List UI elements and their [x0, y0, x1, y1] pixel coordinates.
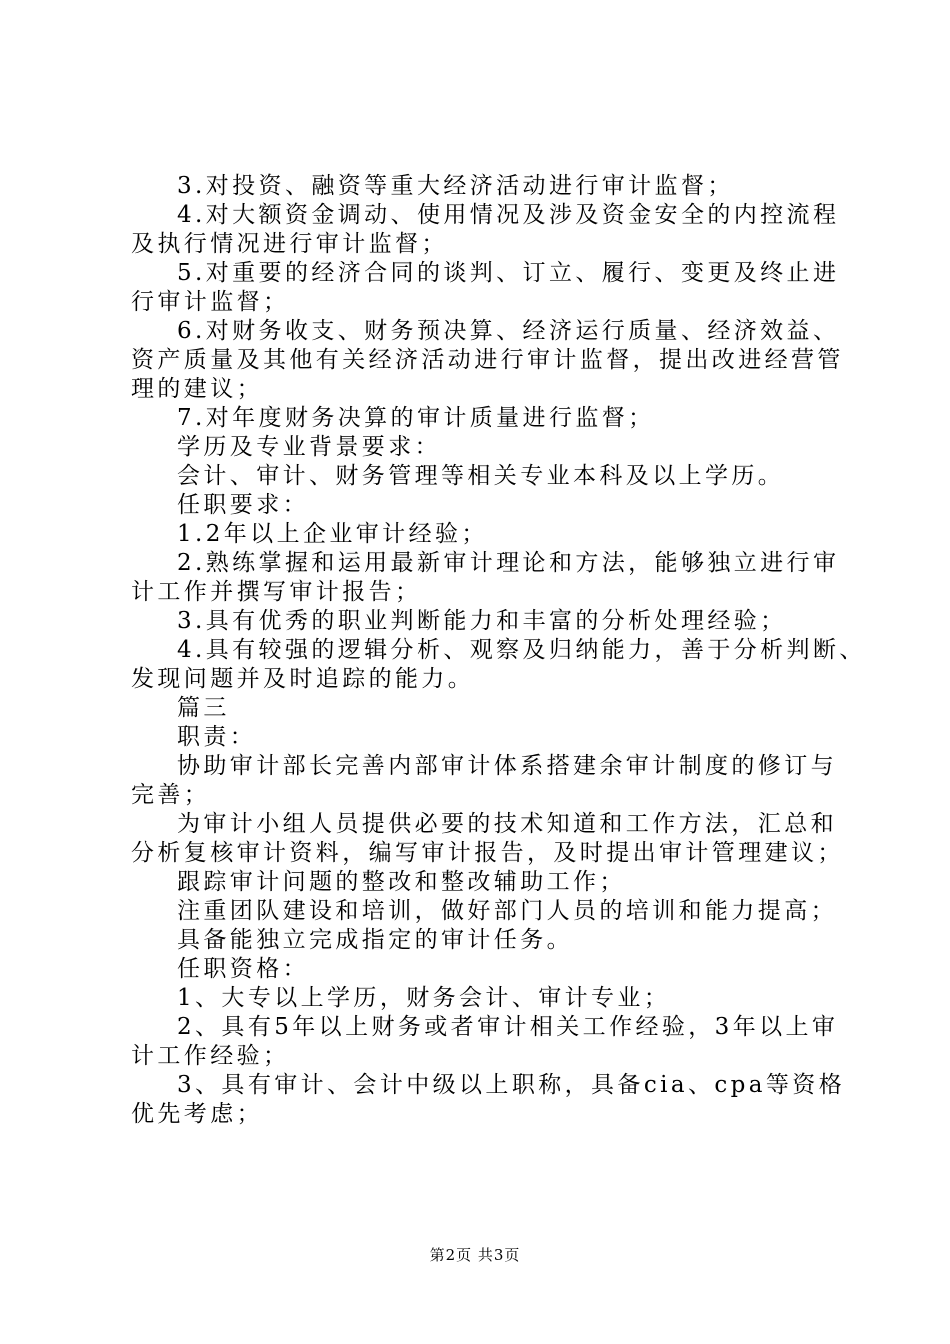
section-heading: 任职资格： — [177, 956, 309, 982]
paragraph-line: 发现问题并及时追踪的能力。 — [131, 666, 475, 692]
section-heading: 篇三 — [177, 695, 230, 721]
paragraph-line: 1.2年以上企业审计经验； — [177, 521, 488, 547]
paragraph-line: 3.对投资、融资等重大经济活动进行审计监督； — [177, 173, 734, 199]
paragraph-line: 优先考虑； — [131, 1101, 263, 1127]
paragraph-line: 行审计监督； — [131, 289, 290, 315]
paragraph-line: 6.对财务收支、财务预决算、经济运行质量、经济效益、 — [177, 318, 840, 344]
paragraph-line: 2.熟练掌握和运用最新审计理论和方法，能够独立进行审 — [177, 550, 840, 576]
paragraph-line: 及执行情况进行审计监督； — [131, 231, 448, 257]
paragraph-line: 3、具有审计、会计中级以上职称，具备cia、cpa等资格 — [177, 1072, 846, 1098]
paragraph-line: 计工作经验； — [131, 1043, 290, 1069]
paragraph-line: 5.对重要的经济合同的谈判、订立、履行、变更及终止进 — [177, 260, 840, 286]
paragraph-line: 计工作并撰写审计报告； — [131, 579, 422, 605]
paragraph-line: 3.具有优秀的职业判断能力和丰富的分析处理经验； — [177, 608, 787, 634]
paragraph-line: 4.具有较强的逻辑分析、观察及归纳能力，善于分析判断、 — [177, 637, 866, 663]
paragraph-line: 7.对年度财务决算的审计质量进行监督； — [177, 405, 655, 431]
section-heading: 职责： — [177, 724, 257, 750]
document-body — [131, 172, 866, 1129]
paragraph-line: 2、具有5年以上财务或者审计相关工作经验，3年以上审 — [177, 1014, 839, 1040]
paragraph-line: 4.对大额资金调动、使用情况及涉及资金安全的内控流程 — [177, 202, 840, 228]
paragraph-line: 分析复核审计资料，编写审计报告，及时提出审计管理建议； — [131, 840, 844, 866]
paragraph-line: 协助审计部长完善内部审计体系搭建余审计制度的修订与 — [177, 753, 837, 779]
paragraph-line: 资产质量及其他有关经济活动进行审计监督，提出改进经营管 — [131, 347, 844, 373]
paragraph-line: 注重团队建设和培训，做好部门人员的培训和能力提高； — [177, 898, 837, 924]
paragraph-line: 具备能独立完成指定的审计任务。 — [177, 927, 573, 953]
section-heading: 任职要求： — [177, 492, 309, 518]
paragraph-line: 跟踪审计问题的整改和整改辅助工作； — [177, 869, 626, 895]
paragraph-line: 理的建议； — [131, 376, 263, 402]
paragraph-line: 1、大专以上学历，财务会计、审计专业； — [177, 985, 671, 1011]
section-heading: 学历及专业背景要求： — [177, 434, 441, 460]
page-number-footer: 第2页 共3页 — [429, 1246, 521, 1264]
paragraph-line: 会计、审计、财务管理等相关专业本科及以上学历。 — [177, 463, 785, 489]
paragraph-line: 为审计小组人员提供必要的技术知道和工作方法，汇总和 — [177, 811, 837, 837]
paragraph-line: 完善； — [131, 782, 211, 808]
